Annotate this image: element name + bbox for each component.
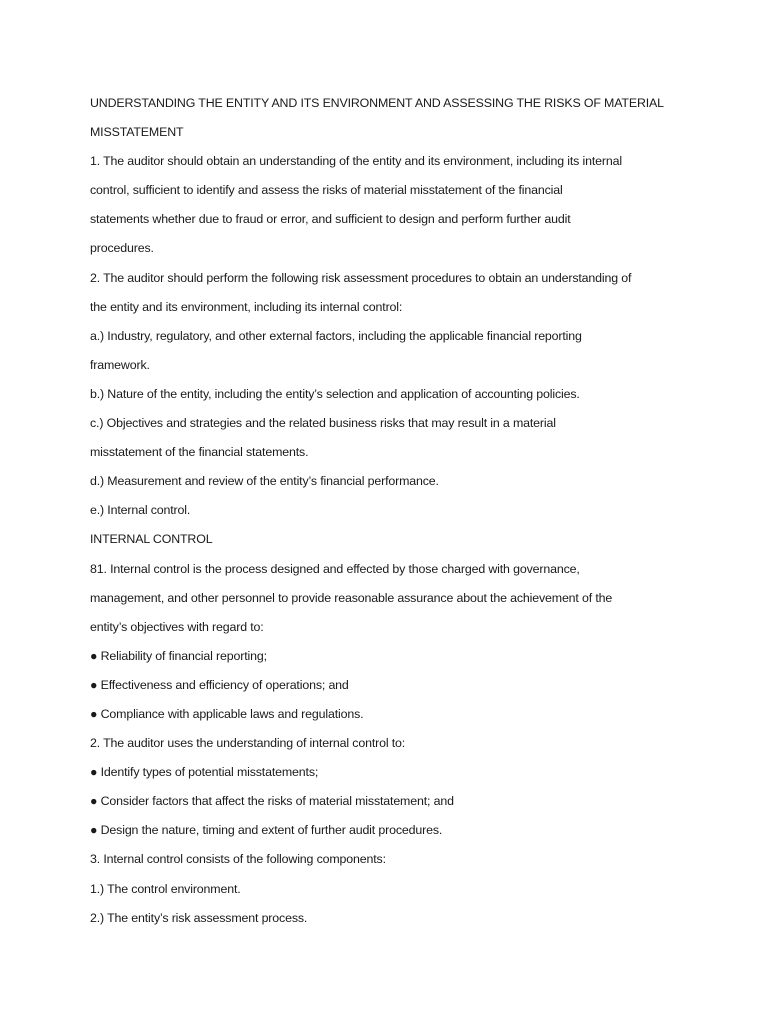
list-item-line: b.) Nature of the entity, including the entity’s selection and application of accounting policies.: [90, 386, 580, 401]
document-page: [90, 89, 690, 933]
list-item-line: d.) Measurement and review of the entity’s financial performance.: [90, 474, 439, 489]
section-heading-line-2: MISSTATEMENT: [90, 125, 184, 140]
list-item-line: misstatement of the financial statements.: [90, 445, 309, 460]
bullet-item-line: ● Compliance with applicable laws and regulations.: [90, 706, 364, 721]
list-item-line: framework.: [90, 357, 150, 372]
bullet-item-line: ● Consider factors that affect the risks of material misstatement; and: [90, 794, 454, 809]
list-item-line: e.) Internal control.: [90, 503, 191, 518]
list-item-line: a.) Industry, regulatory, and other external factors, including the applicable financial reporting: [90, 328, 582, 343]
paragraph-line: 1. The auditor should obtain an understanding of the entity and its environment, including its internal: [90, 154, 622, 169]
paragraph-line: entity’s objectives with regard to:: [90, 619, 264, 634]
bullet-item-line: ● Identify types of potential misstatements;: [90, 765, 319, 780]
paragraph-line: the entity and its environment, including its internal control:: [90, 299, 403, 314]
section-heading: INTERNAL CONTROL: [90, 532, 213, 547]
list-item-line: 2.) The entity’s risk assessment process.: [90, 910, 308, 925]
paragraph-line: 2. The auditor uses the understanding of internal control to:: [90, 736, 406, 751]
paragraph-line: procedures.: [90, 241, 154, 256]
bullet-item-line: ● Design the nature, timing and extent of further audit procedures.: [90, 823, 443, 838]
paragraph-line: control, sufficient to identify and assess the risks of material misstatement of the financial: [90, 183, 563, 198]
bullet-item-line: ● Reliability of financial reporting;: [90, 648, 267, 663]
section-heading-line-1: UNDERSTANDING THE ENTITY AND ITS ENVIRONMENT AND ASSESSING THE RISKS OF MATERIAL: [90, 96, 664, 110]
bullet-item-line: ● Effectiveness and efficiency of operations; and: [90, 677, 349, 692]
paragraph-line: statements whether due to fraud or error, and sufficient to design and perform further audit: [90, 212, 571, 227]
paragraph-line: management, and other personnel to provide reasonable assurance about the achievement of the: [90, 590, 613, 605]
paragraph-line: 2. The auditor should perform the following risk assessment procedures to obtain an understanding of: [90, 270, 632, 285]
list-item-line: c.) Objectives and strategies and the related business risks that may result in a material: [90, 416, 556, 431]
paragraph-line: 3. Internal control consists of the following components:: [90, 852, 386, 867]
paragraph-line: 81. Internal control is the process designed and effected by those charged with governance,: [90, 561, 580, 576]
list-item-line: 1.) The control environment.: [90, 881, 241, 896]
